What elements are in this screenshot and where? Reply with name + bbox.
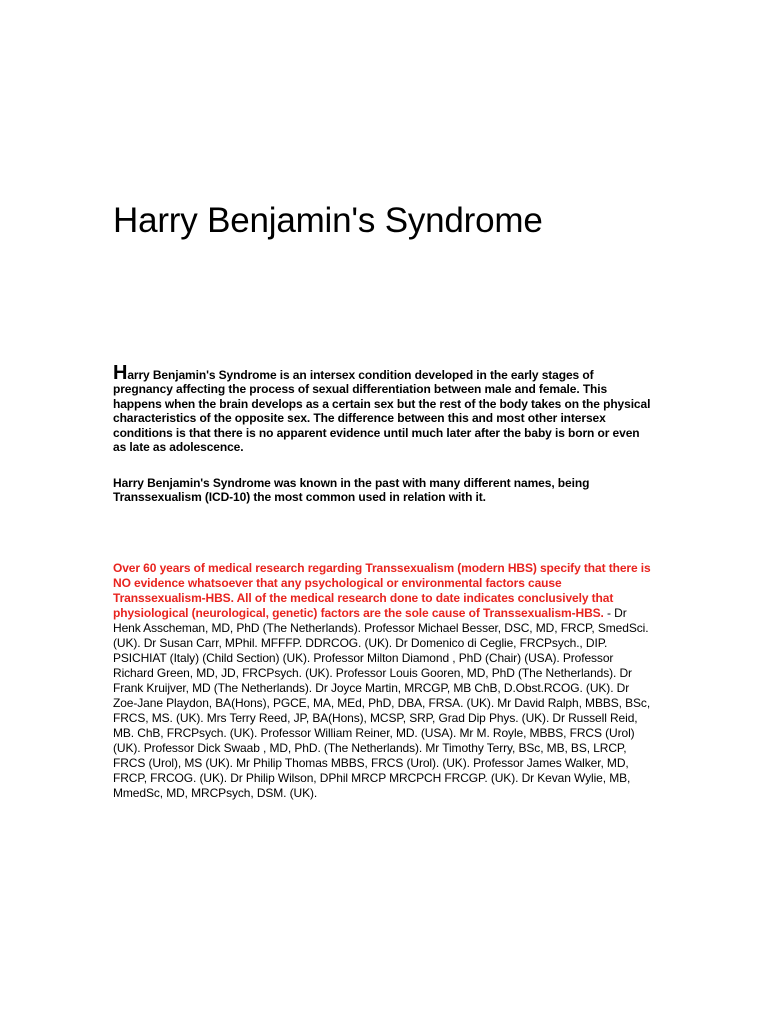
research-paragraph [113, 561, 655, 801]
drop-cap-initial: H [113, 362, 128, 384]
signatories-list: - Dr Henk Asscheman, MD, PhD (The Netherlands). Professor Michael Besser, DSC, MD, FRCP, SmedSci. (UK). Dr Susan Carr, MPhil. MFFFP. DDRCOG. (UK). Dr Domenico di Ceglie, FRCPsych., DIP. PSICHIAT (Italy) (Child Section) (UK). Professor Milton Diamond , PhD (Chair) (USA). Professor Richard Green, MD, JD, FRCPsych. (UK). Professor Louis Gooren, MD, PhD (The Netherlands). Dr Frank Kruijver, MD (The Netherlands). Dr Joyce Martin, MRCGP, MB ChB, D.Obst.RCOG. (UK). Dr Zoe-Jane Playdon, BA(Hons), PGCE, MA, MEd, PhD, DBA, FRSA. (UK). Mr David Ralph, MBBS, BSc, FRCS, MS. (UK). Mrs Terry Reed, JP, BA(Hons), MCSP, SRP, Grad Dip Phys. (UK). Dr Russell Reid, MB. ChB, FRCPsych. (UK). Professor William Reiner, MD. (USA). Mr M. Royle, MBBS, FRCS (Urol) (UK). Professor Dick Swaab , MD, PhD. (The Netherlands). Mr Timothy Terry, BSc, MB, BS, LRCP, FRCS (Urol), MS (UK). Mr Philip Thomas MBBS, FRCS (Urol). (UK). Professor James Walker, MD, FRCP, FRCOG. (UK). Dr Philip Wilson, DPhil MRCP MRCPCH FRCGP. (UK). Dr Kevan Wylie, MB, MmedSc, MD, MRCPsych, DSM. (UK). [113, 606, 651, 800]
intro-paragraph-text: arry Benjamin's Syndrome is an intersex condition developed in the early stages of pregnancy affecting the process of sexual differentiation between male and female. This happens when the brain develops as a certain sex but the rest of the body takes on the physical characteristics of the opposite sex. The difference between this and most other intersex conditions is that there is no apparent evidence until much later after the baby is born or even as late as adolescence. [113, 368, 651, 455]
intro-paragraph [113, 362, 653, 455]
research-statement: Over 60 years of medical research regarding Transsexualism (modern HBS) specify that there is NO evidence whatsoever that any psychological or environmental factors cause Transsexualism-HBS. All of the medical research done to date indicates conclusively that physiological (neurological, genetic) factors are the sole cause of Transsexualism-HBS. [113, 561, 651, 620]
history-paragraph: Harry Benjamin's Syndrome was known in the past with many different names, being Transsexualism (ICD-10) the most common used in relation with it. [113, 476, 590, 505]
document-title: Harry Benjamin's Syndrome [113, 201, 543, 240]
